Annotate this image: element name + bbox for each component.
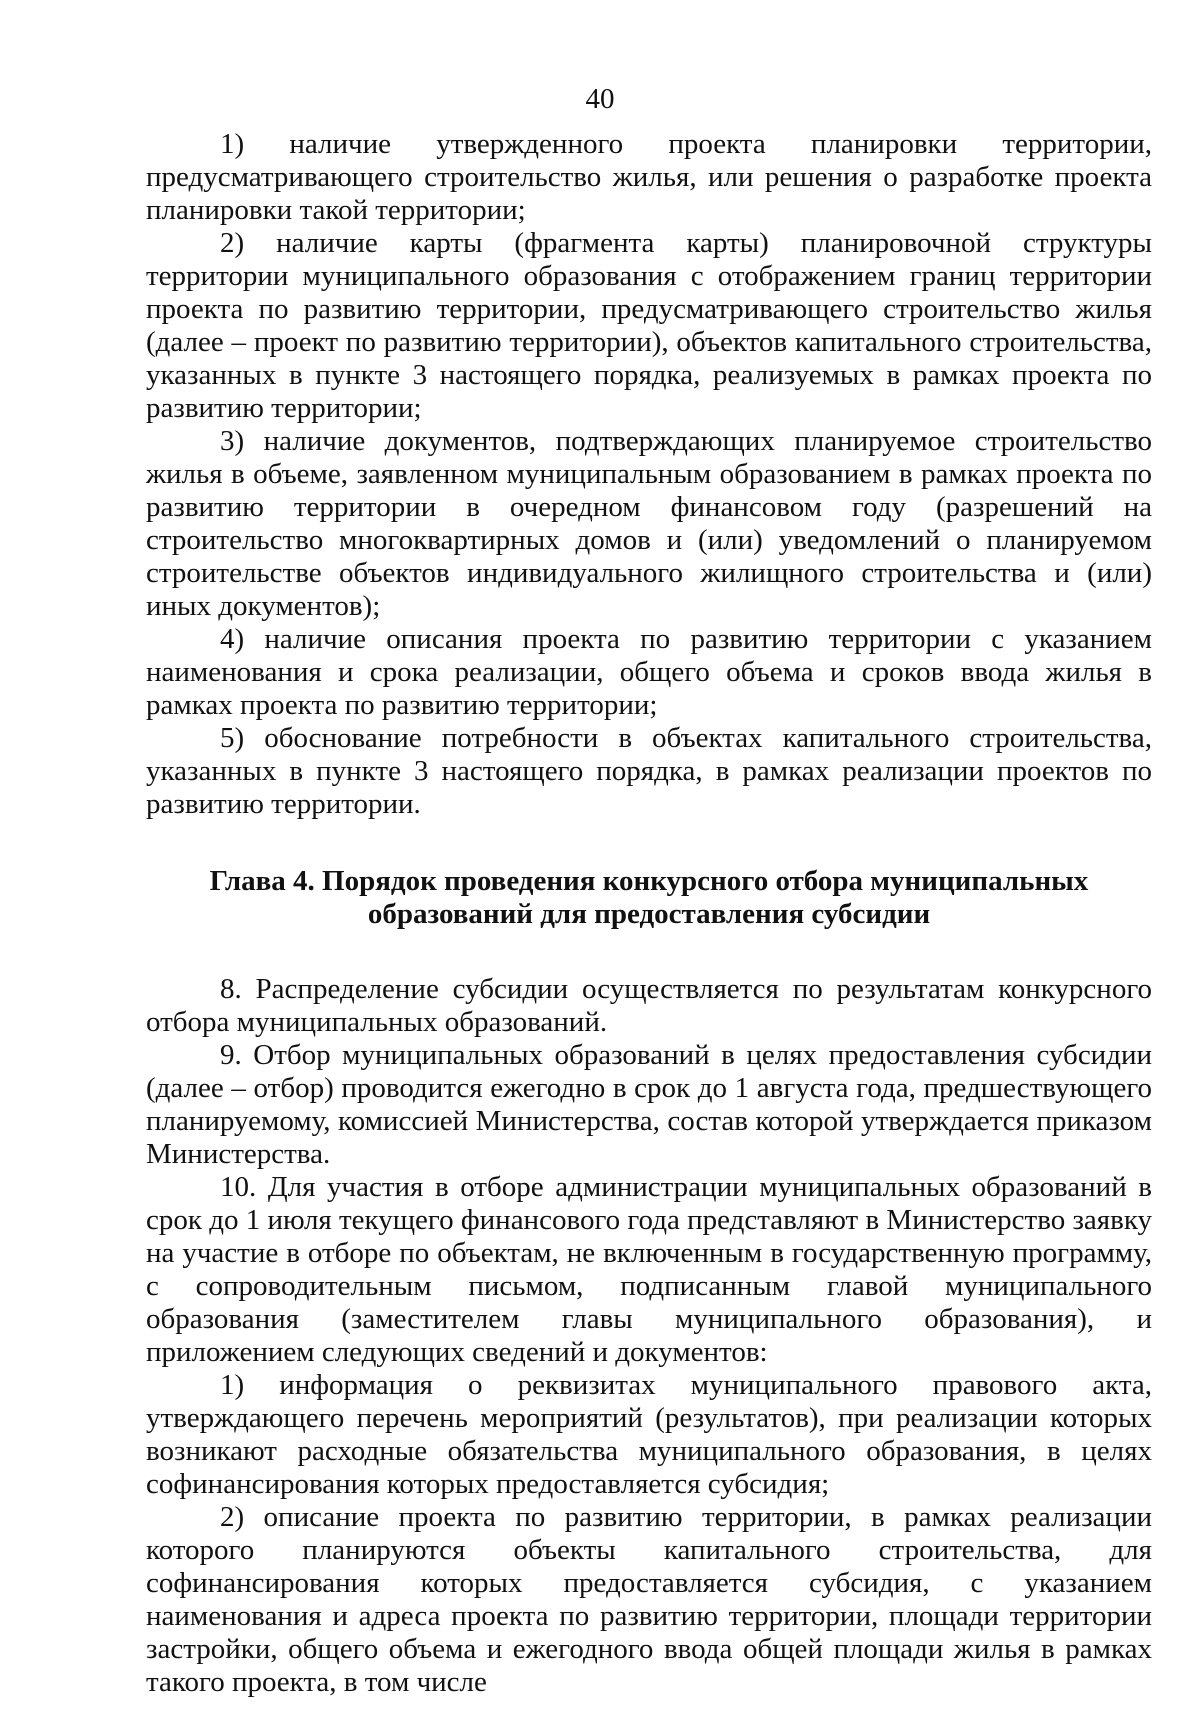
clause-10-item-1: 1) информация о реквизитах муниципального правового акта, утверждающего перечень мероприятий (результатов), при реализации которых возникают расходные обязательства муниципального образования, в целях софинансирования которых предоставляется субсидия; — [146, 1369, 1152, 1500]
list-item-planning-project: 1) наличие утвержденного проекта планировки территории, предусматривающего строительство жилья, или решения о разработке проекта планировки такой территории; — [146, 128, 1152, 226]
clause-8: 8. Распределение субсидии осуществляется по результатам конкурсного отбора муниципальных образований. — [146, 973, 1152, 1038]
clause-10: 10. Для участия в отборе администрации муниципальных образований в срок до 1 июля текущего финансового года представляют в Министерство заявку на участие в отборе по объектам, не включенным в государственную программу, с сопроводительным письмом, подписанным главой муниципального образования (заместителем главы муниципального образования), и приложением следующих сведений и документов: — [146, 1171, 1152, 1368]
chapter-heading-line-1: Глава 4. Порядок проведения конкурсного отбора муниципальных — [209, 865, 1089, 897]
list-item-project-description: 4) наличие описания проекта по развитию территории с указанием наименования и срока реализации, общего объема и сроков ввода жилья в рамках проекта по развитию территории; — [146, 623, 1152, 721]
list-item-construction-documents: 3) наличие документов, подтверждающих планируемое строительство жилья в объеме, заявленном муниципальным образованием в рамках проекта по развитию территории в очередном финансовом году (разрешений на строительство многоквартирных домов и (или) уведомлений о планируемом строительстве объектов индивидуального жилищного строительства и (или) иных документов); — [146, 425, 1152, 622]
list-item-need-justification: 5) обоснование потребности в объектах капитального строительства, указанных в пункте 3 настоящего порядка, в рамках реализации проектов по развитию территории. — [146, 722, 1152, 820]
clause-9: 9. Отбор муниципальных образований в целях предоставления субсидии (далее – отбор) проводится ежегодно в срок до 1 августа года, предшествующего планируемому, комиссией Министерства, состав которой утверждается приказом Министерства. — [146, 1039, 1152, 1170]
chapter-heading-line-2: образований для предоставления субсидии — [367, 898, 931, 930]
list-item-territory-map: 2) наличие карты (фрагмента карты) планировочной структуры территории муниципального образования с отображением границ территории проекта по развитию территории, предусматривающего строительство жилья (далее – проект по развитию территории), объектов капитального строительства, указанных в пункте 3 настоящего порядка, реализуемых в рамках проекта по развитию территории; — [146, 227, 1152, 424]
document-body — [146, 128, 1152, 1699]
page-number: 40 — [585, 83, 615, 115]
chapter-heading — [146, 865, 1152, 931]
clause-10-item-2: 2) описание проекта по развитию территории, в рамках реализации которого планируются объекты капитального строительства, для софинансирования которых предоставляется субсидия, с указанием наименования и адреса проекта по развитию территории, площади территории застройки, общего объема и ежегодного ввода общей площади жилья в рамках такого проекта, в том числе — [146, 1501, 1152, 1698]
